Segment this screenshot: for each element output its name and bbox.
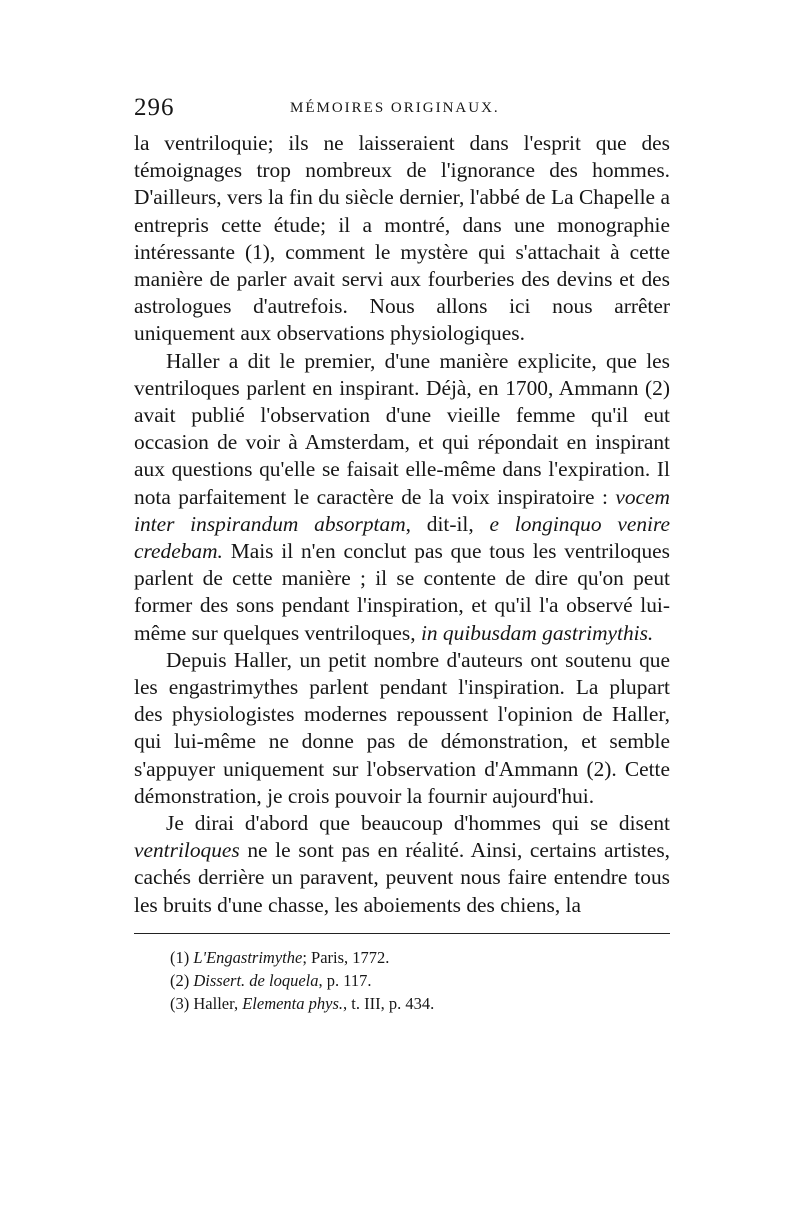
paragraph-2-text-c: Mais il n'en conclut pas que tous les ventriloques parlent de cette manière ; il se contente de dire qu'on peut former des sons pendant l'inspiration, et qu'il l'a observé lui-même sur quelques ventriloques,: [134, 539, 670, 645]
footnote-1: (1) L'Engastrimythe; Paris, 1772.: [170, 947, 390, 967]
page-header: [134, 90, 670, 130]
paragraph-2-text-a: Haller a dit le premier, d'une manière explicite, que les ventriloques parlent en inspirant. Déjà, en 1700, Ammann (2) avait publié l'observation d'une vieille femme qu'il eut occasion de voir à Amsterdam, et qui répondait en inspirant aux questions qu'elle se faisait elle-même dans l'expiration. Il nota parfaitement le caractère de la voix inspiratoire :: [134, 348, 670, 509]
paragraph-2-text-b: , dit-il,: [405, 511, 474, 536]
footnote-2-title: Dissert. de loquela: [193, 970, 319, 990]
paragraph-4-text-a: Je dirai d'abord que beaucoup d'hommes qui se disent: [166, 811, 670, 836]
latin-quote-3: in quibusdam gastrimythis.: [420, 620, 654, 645]
italic-term: ventriloques: [134, 838, 240, 863]
footnote-2: (2) Dissert. de loquela, p. 117.: [170, 970, 372, 990]
paragraph-4: [134, 810, 670, 919]
paragraph-2: [134, 348, 670, 647]
body-text: [134, 130, 670, 919]
footnote-3-title: Elementa phys.: [242, 993, 344, 1013]
running-head: MÉMOIRES ORIGINAUX.: [290, 100, 500, 116]
latin-quote-2: e longinquo venire credebam.: [134, 511, 670, 564]
page: [134, 90, 670, 1015]
latin-quote-1: vocem inter inspirandum absorptam: [134, 484, 670, 536]
footnote-1-title: L'Engastrimythe: [193, 947, 303, 967]
paragraph-1: la ventriloquie; ils ne laisseraient dans l'esprit que des témoignages trop nombreux de l'ignorance des hommes. D'ailleurs, vers la fin du siècle dernier, l'abbé de La Chapelle a entrepris cette étude; il a montré, dans une monographie intéressante (1), comment le mystère qui s'attachait à cette manière de parler avait servi aux fourberies des devins et des astrologues d'autrefois. Nous allons ici nous arrêter uniquement aux observations physiologiques.: [134, 131, 670, 346]
page-number: 296: [134, 94, 175, 121]
paragraph-4-text-b: ne le sont pas en réalité. Ainsi, certains artistes, cachés derrière un paravent, peuvent nous faire entendre tous les bruits d'une chasse, les aboiements des chiens, la: [134, 838, 670, 917]
footnote-3: (3) Haller, Elementa phys., t. III, p. 434.: [170, 993, 435, 1013]
paragraph-3: Depuis Haller, un petit nombre d'auteurs ont soutenu que les engastrimythes parlent pendant l'inspiration. La plupart des physiologistes modernes repoussent l'opinion de Haller, qui lui-même ne donne pas de démonstration, et semble s'appuyer uniquement sur l'observation d'Ammann (2). Cette démonstration, je crois pouvoir la fournir aujourd'hui.: [134, 647, 670, 808]
footnotes: [134, 946, 670, 1015]
footnote-divider: [134, 933, 670, 934]
